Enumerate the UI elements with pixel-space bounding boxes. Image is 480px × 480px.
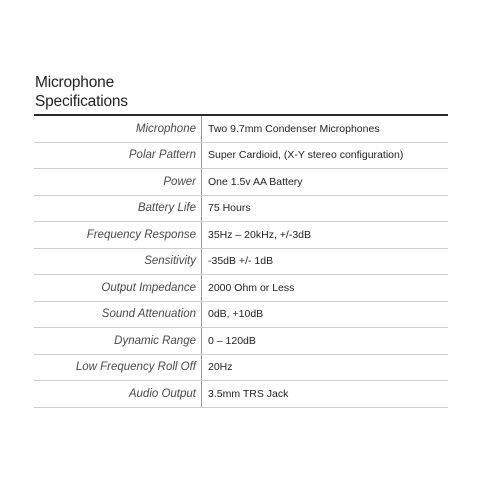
spec-table (34, 116, 448, 408)
table-row (34, 328, 448, 355)
page-title (35, 73, 128, 111)
spec-label: Low Frequency Roll Off (34, 354, 202, 381)
spec-value: 20Hz (202, 354, 449, 381)
spec-label: Power (34, 169, 202, 196)
spec-value: 35Hz – 20kHz, +/-3dB (202, 222, 449, 249)
table-row (34, 275, 448, 302)
table-row (34, 301, 448, 328)
spec-label: Sound Attenuation (34, 301, 202, 328)
title-line-1: Microphone (35, 74, 114, 91)
spec-value: 0 – 120dB (202, 328, 449, 355)
spec-value: Two 9.7mm Condenser Microphones (202, 116, 449, 142)
table-row (34, 142, 448, 169)
spec-label: Polar Pattern (34, 142, 202, 169)
table-row (34, 381, 448, 408)
spec-value: One 1.5v AA Battery (202, 169, 449, 196)
table-row (34, 354, 448, 381)
spec-label: Sensitivity (34, 248, 202, 275)
spec-label: Audio Output (34, 381, 202, 408)
spec-value: 2000 Ohm or Less (202, 275, 449, 302)
table-row (34, 195, 448, 222)
spec-value: Super Cardioid, (X-Y stereo configuration) (202, 142, 449, 169)
spec-label: Frequency Response (34, 222, 202, 249)
spec-label: Microphone (34, 116, 202, 142)
table-row (34, 222, 448, 249)
spec-value: -35dB +/- 1dB (202, 248, 449, 275)
table-row (34, 116, 448, 142)
table-row (34, 248, 448, 275)
table-row (34, 169, 448, 196)
spec-label: Dynamic Range (34, 328, 202, 355)
spec-value: 75 Hours (202, 195, 449, 222)
spec-label: Output Impedance (34, 275, 202, 302)
spec-value: 3.5mm TRS Jack (202, 381, 449, 408)
spec-label: Battery Life (34, 195, 202, 222)
spec-value: 0dB, +10dB (202, 301, 449, 328)
title-line-2: Specifications (35, 93, 128, 110)
